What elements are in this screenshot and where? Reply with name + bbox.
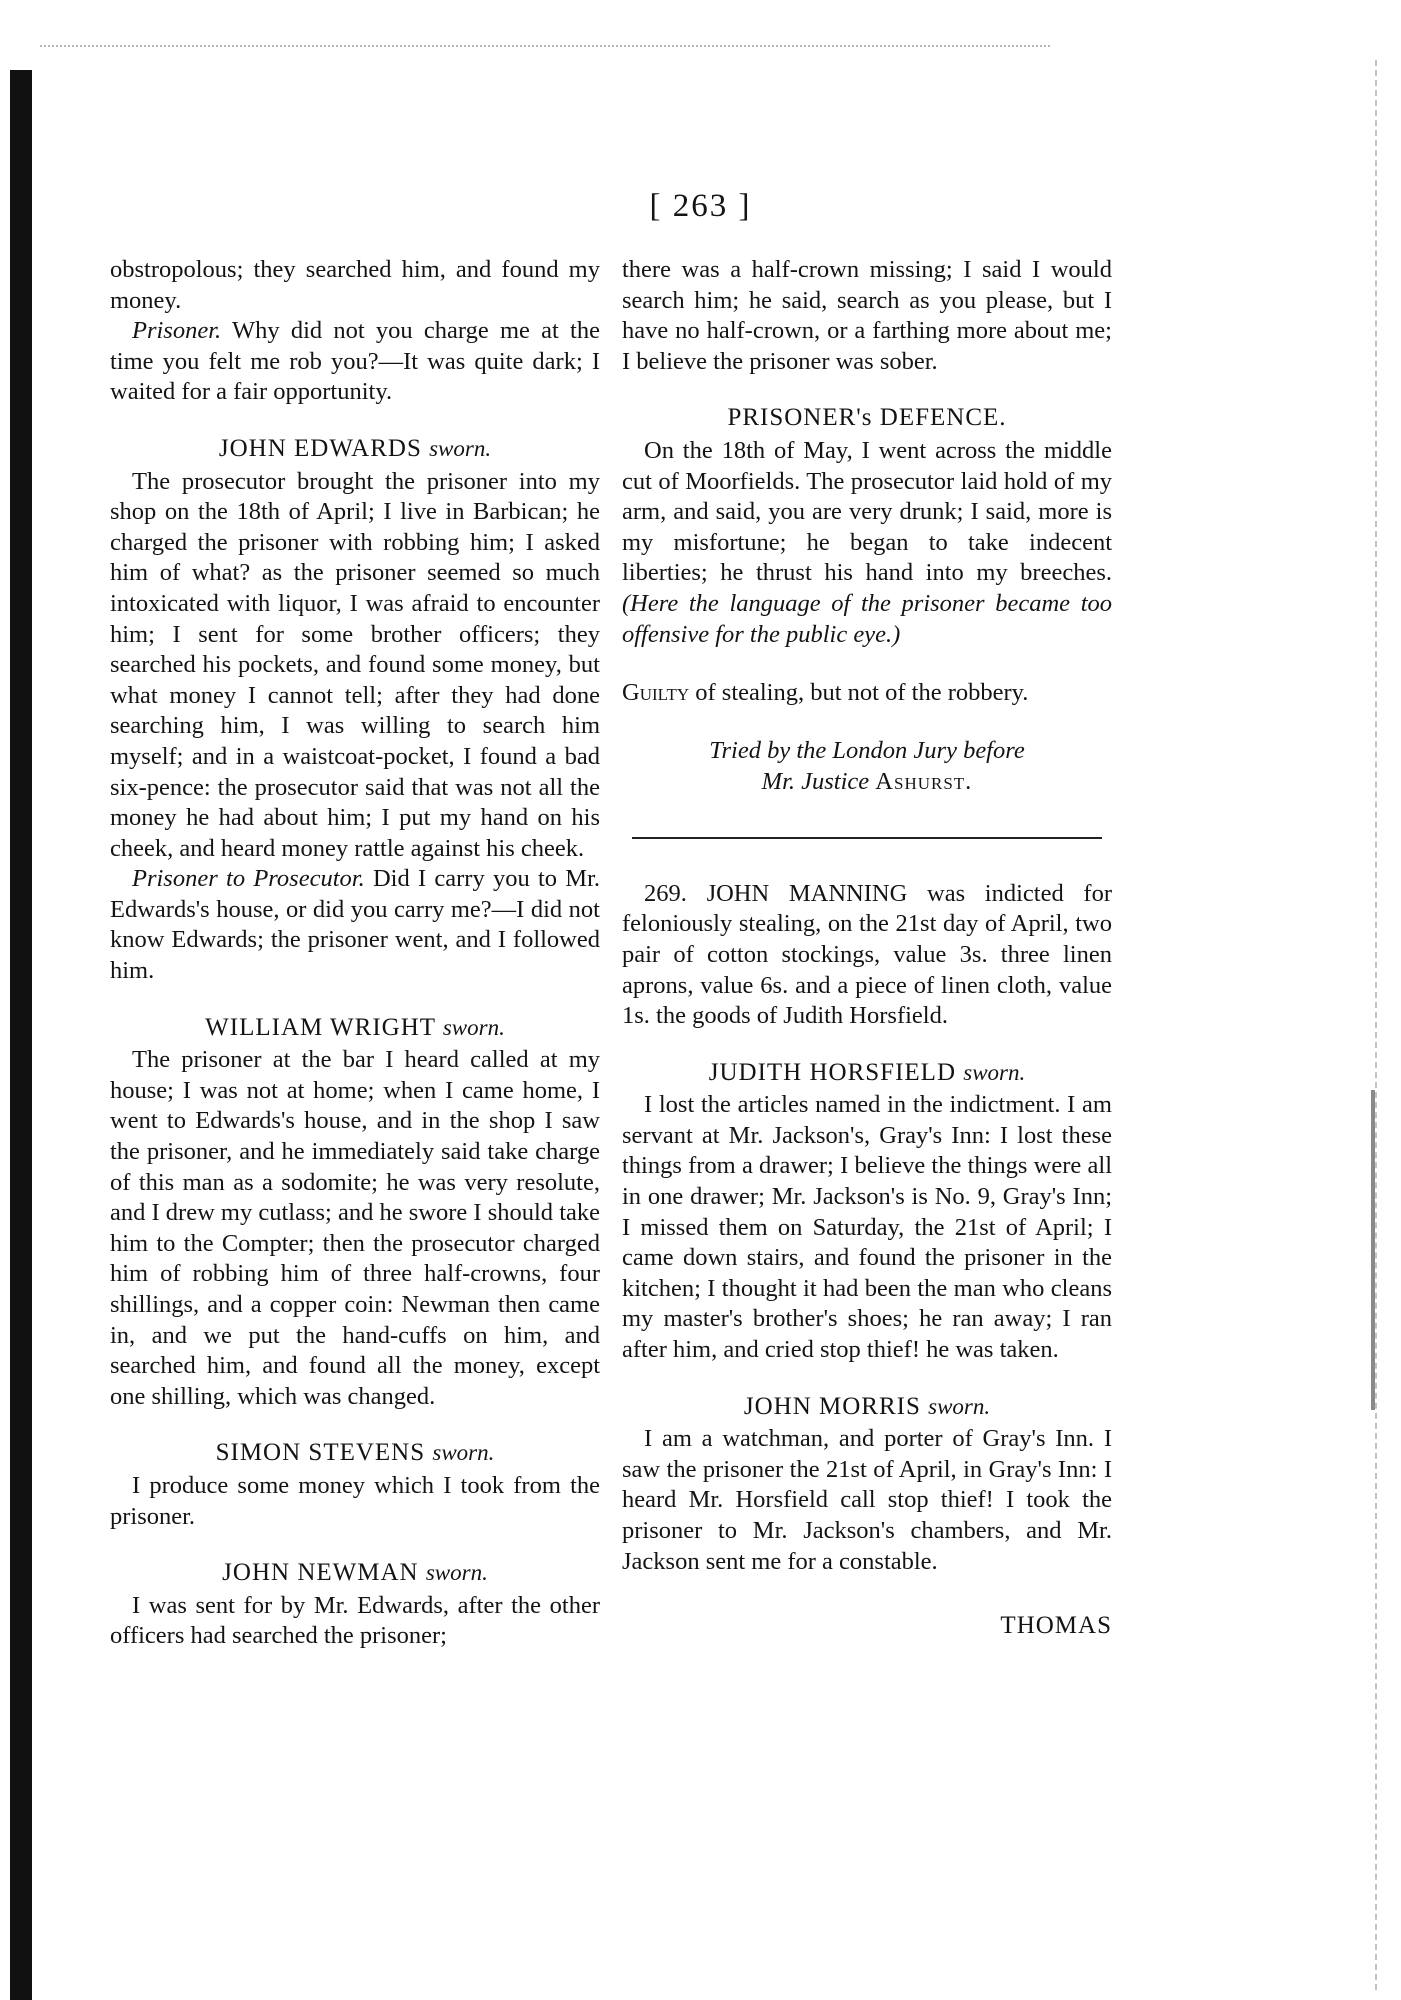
paragraph-text: On the 18th of May, I went across the middle cut of Moorfields. The prosecutor laid hold of my arm, and said, you are very drunk; I said, more is my misfortune; he began to take indecent liberties; he thrust his hand into my breeches. (622, 436, 1112, 587)
tried-line (622, 766, 1112, 797)
editorial-note: (Here the language of the prisoner became too offensive for the public eye.) (622, 589, 1112, 648)
witness-name: JUDITH HORSFIELD (708, 1058, 956, 1086)
section-divider (632, 837, 1102, 839)
sworn-label: sworn. (928, 1393, 991, 1419)
paragraph (622, 436, 1112, 650)
paragraph-text: Did I carry you to Mr. Edwards's house, or did you carry me?—I did not know Edwards; the prisoner went, and I followed him. (110, 865, 600, 985)
verdict-word: Guilty (622, 679, 690, 707)
witness-heading (110, 1438, 600, 1469)
witness-heading (622, 1392, 1112, 1423)
verdict (622, 678, 1112, 709)
scan-edge-shadow (1371, 1090, 1375, 1410)
paragraph: I am a watchman, and porter of Gray's Inn. I saw the prisoner the 21st of April, in Gray's Inn: I heard Mr. Horsfield call stop thief! I took the prisoner to Mr. Jackson's chambers, and Mr. Jackson sent me for a constable. (622, 1425, 1112, 1575)
catchword: THOMAS (1000, 1612, 1112, 1640)
paragraph: The prisoner at the bar I heard called at my house; I was not at home; when I came home, I went to Edwards's house, and in the shop I saw the prisoner, and he immediately said take charge of this man as a sodomite; he was very resolute, and I drew my cutlass; and he swore I should take him to the Compter; then the prosecutor charged him of robbing him of three half-crowns, four shillings, and a copper coin: Newman then came in, and we put the hand-cuffs on him, and searched him, and found all the money, except one shilling, which was changed. (110, 1046, 600, 1410)
paragraph: I lost the articles named in the indictment. I am servant at Mr. Jackson's, Gray's Inn: I lost these things from a drawer; I believe the things were all in one drawer; Mr. Jackson's is No. 9, Gray's Inn; I missed them on Saturday, the 21st of April; I came down stairs, and found the prisoner in the kitchen; I thought it had been the man who cleans my master's brother's shoes; he ran away; I ran after him, and cried stop thief! he was taken. (622, 1091, 1112, 1364)
witness-heading (110, 1013, 600, 1044)
section-heading: PRISONER's DEFENCE. (727, 404, 1007, 432)
speaker-label: Prisoner to Prosecutor. (132, 865, 365, 893)
book-binding-edge (10, 70, 32, 2000)
scan-noise-top (40, 45, 1050, 53)
paragraph: there was a half-crown missing; I said I would search him; he said, search as you please, but I have no half-crown, or a farthing more about me; I believe the prisoner was sober. (622, 256, 1112, 375)
paragraph: obstropolous; they searched him, and found my money. (110, 256, 600, 314)
left-column (110, 255, 600, 1652)
sworn-label: sworn. (429, 435, 492, 461)
witness-name: JOHN MORRIS (743, 1392, 921, 1420)
right-column (622, 255, 1112, 1642)
scan-noise-right (1375, 60, 1383, 1990)
witness-name: SIMON STEVENS (215, 1439, 426, 1467)
sworn-label: sworn. (425, 1560, 488, 1586)
witness-heading (110, 434, 600, 465)
paragraph: The prosecutor brought the prisoner into my shop on the 18th of April; I live in Barbican; he charged the prisoner with robbing him; I asked him of what? as the prisoner seemed so much intoxicated with liquor, I was afraid to encounter him; I sent for some brother officers; they searched his pockets, and found some money, but what money I cannot tell; after they had done searching him, I was willing to search him myself; and in a waistcoat-pocket, I found a bad six-pence: the prosecutor said that was not all the money he had about him; I put my hand on his cheek, and heard money rattle against his cheek. (110, 467, 600, 862)
witness-name: JOHN NEWMAN (222, 1559, 419, 1587)
verdict-text: of stealing, but not of the robbery. (689, 679, 1029, 707)
witness-heading (622, 1058, 1112, 1089)
witness-name: WILLIAM WRIGHT (205, 1013, 436, 1041)
judge-name: Ashurst. (875, 767, 973, 795)
paragraph (110, 864, 600, 986)
tried-line: Tried by the London Jury before (709, 736, 1025, 764)
witness-name: JOHN EDWARDS (218, 434, 422, 462)
page-number: [ 263 ] (649, 188, 752, 224)
paragraph (110, 316, 600, 408)
paragraph-text: Why did not you charge me at the time you felt me rob you?—It was quite dark; I waited for a fair opportunity. (110, 317, 600, 406)
sworn-label: sworn. (963, 1059, 1026, 1085)
sworn-label: sworn. (442, 1014, 505, 1040)
paragraph: I produce some money which I took from the prisoner. (110, 1471, 600, 1530)
witness-heading (110, 1558, 600, 1589)
speaker-label: Prisoner. (132, 317, 222, 345)
tried-prefix: Mr. Justice (761, 767, 876, 795)
paragraph: I was sent for by Mr. Edwards, after the other officers had searched the prisoner; (110, 1591, 600, 1650)
case-paragraph: 269. JOHN MANNING was indicted for feloniously stealing, on the 21st day of April, two pair of cotton stockings, value 3s. three linen aprons, value 6s. and a piece of linen cloth, value 1s. the goods of Judith Horsfield. (622, 879, 1112, 1030)
tried-by-note (622, 735, 1112, 797)
sworn-label: sworn. (432, 1440, 495, 1466)
